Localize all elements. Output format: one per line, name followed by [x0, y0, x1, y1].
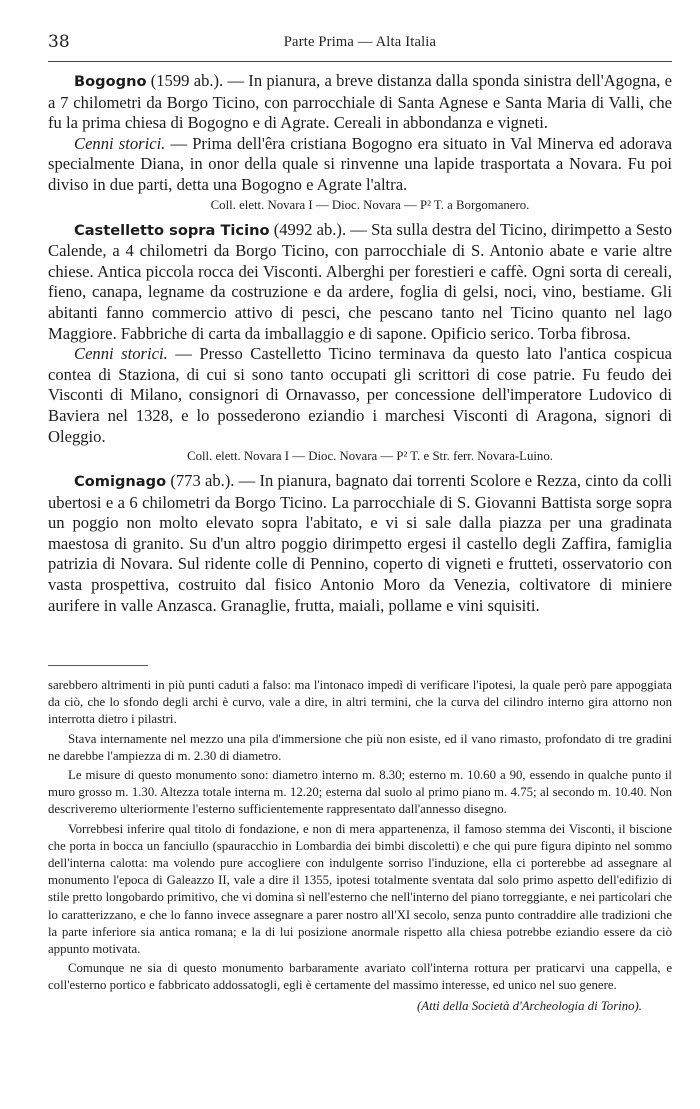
footnote-paragraph: sarebbero altrimenti in più punti caduti a falso: ma l'intonaco impedì di verificare l'ipotesi, la quale però pare appoggiata da ciò, che lo sfondo degli archi è curvo, vale a dire, in altri termini, che la curva del cilindro interno gira attorno non interrotta dietro i pilastri.: [48, 678, 672, 727]
footnote-paragraph: Comunque ne sia di questo monumento barbaramente avariato coll'interna rottura per praticarvi una cappella, e coll'esterno portico e fabbricato addossatogli, egli è certamente del massimo interesse, ed unico nel suo genere.: [48, 961, 672, 993]
page-header: [48, 32, 672, 54]
entry-paragraph: [48, 220, 672, 345]
main-text: [48, 71, 672, 616]
population: (1599 ab.). —: [146, 71, 249, 90]
page-number: 38: [48, 32, 70, 52]
running-title: Parte Prima — Alta Italia: [283, 34, 437, 50]
history-label: Cenni storici.: [74, 133, 166, 153]
entry-comignago: [48, 471, 672, 616]
source-citation: (Atti della Società d'Archeologia di Torino).: [416, 998, 642, 1013]
place-name: Bogogno: [74, 73, 147, 90]
footnote-paragraph: Vorrebbesi inferire qual titolo di fondazione, e non di mera appartenenza, il famoso stemma dei Visconti, il biscione che porta in bocca un fanciullo (spauracchio in Lombardia dei bimbi discoletti) e che qui pure figura dipinto nel sommo dell'interna calotta: ma volendo pure accogliere con indulgente sorriso l'induzione, ella ci porterebbe ad assegnare al monumento l'epoca di Galeazzo II, vale a dire il 1355, ipotesi totalmente sventata dal solo primo aspetto dell'edifizio di stile pretto longobardo primitivo, che vi domina sì nell'esterno che nell'interno del piano torreggiante, e nei particolari che lo caratterizzano, e che lo fanno invece assegnare a parer nostro all'XI secolo, senza punto contraddire alle tradizioni che la parte inferiore sia antica romana; e la di lui posizione anormale rispetto alla chiesa potrebbe eziandio essere da ciò appunto motivata.: [48, 821, 672, 957]
history-text: — Presso Castelletto Ticino terminava da questo lato l'antica cospicua contea di Staziona, di cui si sono tanto occupati gli scrittori di cose patrie. Fu feudo dei Visconti di Milano, consignori di Ornavasso, per concessione dell'imperatore Ludovico di Baviera nel 1328, e lo possederono eziandio i marchesi Visconti di Aragona, signori di Oleggio.: [48, 344, 673, 446]
header-rule: [48, 61, 672, 62]
footnotes: [48, 677, 672, 1017]
entry-description: In pianura, a breve distanza dalla sponda sinistra dell'Agogna, e a 7 chilometri da Borgo Ticino, con parrocchiale di Santa Agnese e Santa Maria di Valli, che fu la prima chiesa di Bogogno e di Agrate. Cereali in abbondanza e vigneti.: [48, 71, 672, 133]
history-label: Cenni storici.: [74, 344, 168, 364]
entry-paragraph: [48, 471, 672, 616]
admin-info: Coll. elett. Novara I — Dioc. Novara — P² T. a Borgomanero.: [210, 197, 530, 212]
population: (773 ab.). —: [166, 471, 260, 491]
population: (4992 ab.). —: [269, 219, 372, 239]
place-name: Comignago: [74, 473, 167, 491]
place-name: Castelletto sopra Ticino: [74, 221, 270, 239]
entry-castelletto: [48, 220, 672, 466]
entry-description: In pianura, bagnato dai torrenti Scolore e Rezza, cinto da colli ubertosi e a 6 chilometri da Borgo Ticino. La parrocchiale di S. Giovanni Battista sorge sopra un poggio non molto elevato sopra l'abitato, e vi si sale dalla piazza per una gradinata maestosa di granito. Su d'un altro poggio dirimpetto ergesi il castello degli Zaffira, famiglia patrizia di Novara. Sul ridente colle di Pennino, coperto di vigneti e frutteti, osservatorio con vasta prospettiva, costruito dal fisico Antonio Moro da Venezia, coltivatore di miniere aurifere in valle Anzasca. Granaglie, frutta, maiali, pollame e vini squisiti.: [48, 471, 672, 615]
history-paragraph: [48, 344, 672, 447]
entry-description: Sta sulla destra del Ticino, dirimpetto a Sesto Calende, a 4 chilometri da Borgo Ticino, con parrocchiale di S. Antonio abate e varie altre chiese. Antica piccola rocca dei Visconti. Alberghi per forestieri e caffè. Ogni sorta di cereali, fieno, canapa, legname da costruzione e da ardere, foglia di gelsi, noci, vino, bestiame. Gli abitanti fanno commercio attivo di pesci, che pescano tanto nel Ticino quanto nel lago Maggiore. Fabbriche di carta da imballaggio e di sapone. Opificio serico. Torba fibrosa.: [48, 219, 672, 343]
history-paragraph: [48, 134, 672, 196]
footnote-paragraph: Stava internamente nel mezzo una pila d'immersione che più non esiste, ed il vano rimasto, profondato di tre gradini ne darebbe l'ampiezza di m. 2.30 di diametro.: [48, 731, 672, 763]
footnote-rule: [48, 665, 148, 666]
entry-paragraph: [48, 71, 672, 134]
entry-bogogno: [48, 71, 672, 214]
footnote-paragraph: Le misure di questo monumento sono: diametro interno m. 8.30; esterno m. 10.60 a 90, essendo in qualche punto il muro grosso m. 1.30. Altezza totale interna m. 12.20; esterna dal suolo al primo piano m. 4.75; al secondo m. 10.40. Non descriveremo ulteriormente l'esterno sufficientemente rappresentato dall'annesso disegno.: [48, 768, 672, 817]
admin-info: Coll. elett. Novara I — Dioc. Novara — P² T. e Str. ferr. Novara-Luino.: [187, 449, 553, 464]
history-text: — Prima dell'êra cristiana Bogogno era situato in Val Minerva ed adorava specialmente Diana, in onor della quale si rinvenne una lapide trasportata a Novara. Fu poi diviso in due parti, detta una Bogogno e Agrate l'altra.: [48, 133, 672, 194]
